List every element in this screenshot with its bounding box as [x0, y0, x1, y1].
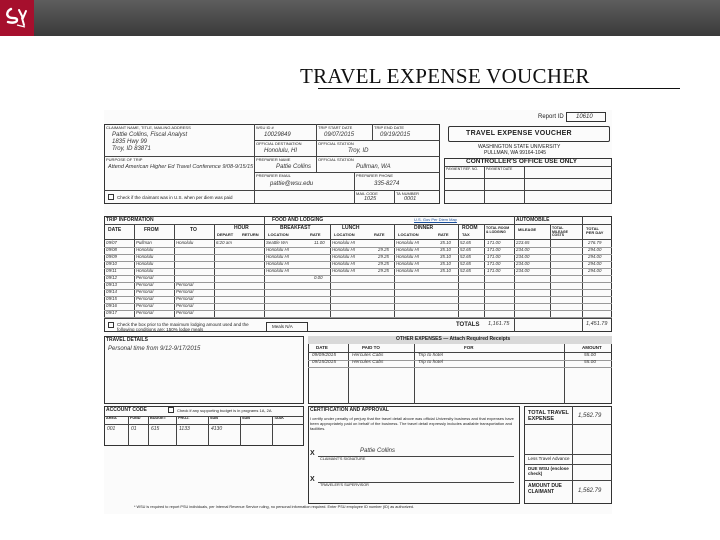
trip-cell-l-loc: Honolulu HI — [332, 247, 355, 252]
claimant-address-2: Troy, ID 83871 — [112, 146, 151, 152]
official-station-value: Pullman, WA — [356, 164, 391, 170]
trip-cell-total: 234.00 — [516, 268, 530, 273]
other-rows — [308, 353, 612, 403]
trip-cell-b-rate: 11.00 — [314, 240, 325, 245]
trip-cell-date: 09/16 — [106, 303, 117, 308]
trip-cell-r-rate: 52.65 — [460, 268, 471, 273]
trip-cell-l-loc: Honolulu HI — [332, 268, 355, 273]
trip-cell-from: Honolulu — [136, 254, 154, 259]
trip-cell-total: 234.00 — [516, 254, 530, 259]
table-divider — [104, 224, 612, 225]
trip-cell-from: Personal — [136, 275, 154, 280]
trip-cell-d-rate: 35.10 — [440, 261, 451, 266]
account-divider — [240, 416, 241, 446]
official-station-label-2: OFFICIAL STATION — [318, 157, 354, 162]
col-dinner-location: LOCATION — [398, 232, 419, 237]
trip-cell-date: 09/15 — [106, 296, 117, 301]
trip-cell-per-day: 276.79 — [588, 240, 602, 245]
trip-cell-l-rate: 29.25 — [378, 261, 389, 266]
summary-divider — [524, 424, 612, 425]
trip-cell-tax: 171.00 — [487, 247, 501, 252]
col-date: DATE — [108, 227, 122, 233]
other-col-paid-to: PAID TO — [362, 345, 380, 350]
trip-start-value: 09/07/2015 — [324, 132, 355, 138]
totals-room-value: 1,161.75 — [488, 321, 510, 327]
amount-due-value: 1,562.79 — [578, 488, 602, 494]
summary-divider — [524, 480, 612, 481]
footnote: * WSU is required to report PSU individuals, per Internal Revenue Service ruling, no personal information required. Enter PSU employee ID number (ID) as authorized. — [134, 505, 415, 509]
sign-x-mark-2: X — [310, 476, 315, 483]
meals-na-label: Meals N/A — [272, 324, 293, 329]
claimant-label: CLAIMANT NAME, TITLE, MAILING ADDRESS — [106, 125, 191, 130]
report-id-label: Report ID — [538, 114, 564, 120]
less-advance-label: Less Travel Advance — [528, 456, 570, 461]
col-return: RETURN — [242, 232, 259, 237]
university-name: WASHINGTON STATE UNIVERSITY — [478, 144, 561, 150]
other-cell-for: Trip to hotel — [418, 360, 443, 365]
cougar-logo-icon — [5, 5, 29, 31]
account-divider — [104, 424, 304, 425]
trip-cell-l-rate: 29.25 — [378, 268, 389, 273]
trip-cell-date: 09/09 — [106, 254, 117, 259]
automobile-title: AUTOMOBILE — [516, 217, 550, 223]
trip-cell-date: 09/17 — [106, 310, 117, 315]
summary-divider — [524, 454, 612, 455]
totals-label: TOTALS — [456, 322, 480, 328]
account-col-value: 01 — [131, 426, 137, 432]
trip-cell-l-rate: 29.25 — [378, 254, 389, 259]
claimant-address-1: 1835 Hwy 99 — [112, 139, 148, 145]
trip-cell-l-loc: Honolulu HI — [332, 254, 355, 259]
account-divider — [208, 416, 209, 446]
in-us-checkbox-label: Check if the claimant was in U.S. when per diem was paid — [117, 195, 233, 200]
trip-cell-from: Honolulu — [136, 247, 154, 252]
summary-divider — [524, 464, 612, 465]
col-room-rate: RATE — [438, 232, 449, 237]
slide-title: TRAVEL EXPENSE VOUCHER — [300, 64, 590, 88]
other-cell-paid-to: Hercules Cabs — [352, 360, 384, 365]
trip-cell-r-rate: 52.65 — [460, 240, 471, 245]
col-breakfast: BREAKFAST — [280, 225, 311, 231]
header-divider — [254, 124, 255, 204]
other-cell-date: 09/15/2015 — [312, 360, 337, 365]
lodging-note: Check the box prior to the maximum lodging amount used and the following conditions are: 150% lodge meals — [117, 322, 249, 333]
trip-cell-from: Personal — [136, 310, 154, 315]
other-cell-amount: 55.00 — [584, 360, 597, 365]
header-divider — [104, 190, 254, 191]
col-total-mileage: TOTAL MILEAGE COSTS — [552, 226, 568, 237]
trip-cell-to: Personal — [176, 310, 194, 315]
sign-x-mark: X — [310, 450, 315, 457]
totals-per-day-value: 1,451.79 — [586, 321, 608, 327]
account-divider — [176, 416, 177, 446]
trip-cell-tax: 171.00 — [487, 254, 501, 259]
col-from: FROM — [144, 227, 159, 233]
trip-cell-d-loc: Honolulu HI — [396, 261, 419, 266]
trip-cell-r-rate: 52.65 — [460, 254, 471, 259]
trip-cell-d-rate: 35.10 — [440, 254, 451, 259]
account-divider — [272, 416, 273, 446]
col-tax: TAX — [462, 232, 470, 237]
trip-cell-per-day: 294.00 — [588, 247, 602, 252]
wsu-id-value: 10029849 — [264, 132, 291, 138]
ta-number-value: 0001 — [404, 196, 417, 202]
header-divider — [394, 190, 395, 204]
trip-cell-d-rate: 35.10 — [440, 240, 451, 245]
col-lunch: LUNCH — [342, 225, 360, 231]
county-value: Troy, ID — [348, 148, 369, 154]
ta-number-label: TA NUMBER — [396, 191, 420, 196]
trip-cell-b-loc: Honolulu HI — [266, 261, 289, 266]
trip-end-value: 09/19/2015 — [380, 132, 411, 138]
col-to: TO — [190, 227, 197, 233]
preparer-name-label: PREPARER NAME — [256, 157, 291, 162]
col-hour: HOUR — [234, 225, 249, 231]
trip-cell-date: 09/07 — [106, 240, 117, 245]
trip-cell-l-loc: Honolulu HI — [332, 240, 355, 245]
trip-cell-b-loc: Seattle WA — [266, 240, 288, 245]
other-cell-amount: 55.00 — [584, 353, 597, 358]
trip-end-label: TRIP END DATE — [374, 125, 405, 130]
trip-info-title: TRIP INFORMATION — [106, 217, 154, 223]
purpose-label: PURPOSE OF TRIP — [106, 157, 143, 162]
header-divider — [354, 172, 355, 204]
trip-cell-from: Personal — [136, 296, 154, 301]
trip-cell-b-loc: Honolulu HI — [266, 254, 289, 259]
col-breakfast-location: LOCATION — [268, 232, 289, 237]
col-dinner: DINNER — [414, 225, 434, 231]
other-cell-paid-to: Hercules Cabs — [352, 353, 384, 358]
trip-cell-to: Personal — [176, 296, 194, 301]
total-travel-label: TOTAL TRAVEL EXPENSE — [528, 410, 569, 423]
trip-cell-to: Personal — [176, 289, 194, 294]
account-col-value: 4130 — [211, 426, 223, 432]
trip-cell-d-loc: Honolulu HI — [396, 247, 419, 252]
trip-cell-from: Pullman — [136, 240, 152, 245]
account-col-header: TASK — [274, 416, 285, 420]
other-col-date: DATE — [316, 345, 328, 350]
account-col-value: 615 — [151, 426, 160, 432]
trip-cell-b-loc: Honolulu HI — [266, 247, 289, 252]
col-total-per-day: TOTAL PER DAY — [586, 226, 604, 235]
mail-code-value: 1025 — [364, 196, 377, 202]
trip-cell-per-day: 294.00 — [588, 254, 602, 259]
other-expenses-title: OTHER EXPENSES — Attach Required Receipts — [396, 336, 511, 342]
destination-value: Honolulu, HI — [264, 148, 298, 154]
certification-title: CERTIFICATION AND APPROVAL — [310, 407, 389, 413]
header-divider — [372, 124, 373, 140]
payment-date-label: PAYMENT DATE — [486, 167, 513, 171]
account-col-header: PROJ. — [178, 416, 190, 420]
account-col-header: FUND — [130, 416, 141, 420]
trip-cell-date: 09/14 — [106, 289, 117, 294]
controller-divider — [484, 166, 485, 204]
trip-cell-d-loc: Honolulu HI — [396, 268, 419, 273]
payment-ref-label: PAYMENT REF. NO. — [446, 167, 479, 171]
food-lodging-title: FOOD AND LODGING — [272, 217, 324, 223]
col-breakfast-rate: RATE — [310, 232, 321, 237]
trip-rows — [104, 240, 612, 318]
account-divider — [148, 416, 149, 446]
trip-cell-l-rate: 29.25 — [378, 247, 389, 252]
university-city: PULLMAN, WA 99164-1045 — [484, 150, 547, 156]
budget-checkbox-label: Check if any supporting budget is in programs 1A, 2A — [177, 408, 272, 413]
trip-cell-from: Personal — [136, 282, 154, 287]
trip-cell-tax: 171.00 — [487, 261, 501, 266]
trip-cell-depart: 6:20 am — [216, 240, 232, 245]
wsu-id-label: WSU ID # — [256, 125, 274, 130]
trip-cell-total: 234.00 — [516, 247, 530, 252]
col-lunch-rate: RATE — [374, 232, 385, 237]
header-divider — [316, 124, 317, 172]
trip-cell-b-rate: 0.00 — [314, 275, 323, 280]
preparer-phone-label: PREPARER PHONE — [356, 173, 394, 178]
other-col-amount: AMOUNT — [582, 345, 602, 350]
report-id-value: 10610 — [576, 114, 593, 120]
trip-cell-from: Honolulu — [136, 261, 154, 266]
trip-cell-from: Personal — [136, 303, 154, 308]
trip-cell-l-loc: Honolulu HI — [332, 261, 355, 266]
travel-details-title: TRAVEL DETAILS — [106, 337, 148, 343]
budget-checkbox[interactable] — [168, 407, 174, 413]
top-banner — [0, 0, 720, 36]
controller-divider — [524, 166, 525, 204]
account-divider — [104, 416, 304, 417]
purpose-value: Attend American Higher Ed Travel Conference 9/08-9/15/15 — [108, 164, 254, 170]
trip-cell-per-day: 294.00 — [588, 261, 602, 266]
trip-cell-r-rate: 52.65 — [460, 247, 471, 252]
col-total-room: TOTAL ROOM & LODGING — [486, 226, 510, 234]
per-diem-map-link[interactable]: U.S. Gov Per Diem Map — [414, 217, 457, 222]
controller-divider — [444, 178, 612, 179]
trip-cell-tax: 171.00 — [487, 268, 501, 273]
trip-cell-tax: 171.00 — [487, 240, 501, 245]
trip-cell-total: 223.65 — [516, 240, 530, 245]
trip-cell-r-rate: 52.65 — [460, 261, 471, 266]
preparer-phone-value: 335-8274 — [374, 181, 400, 187]
total-travel-value: 1,562.79 — [578, 413, 602, 419]
trip-cell-d-rate: 35.10 — [440, 247, 451, 252]
other-col-for: FOR — [464, 345, 474, 350]
trip-cell-date: 09/12 — [106, 275, 117, 280]
trip-cell-date: 09/11 — [106, 268, 117, 273]
account-grid — [104, 416, 304, 446]
controller-divider — [444, 190, 612, 191]
trip-cell-from: Honolulu — [136, 268, 154, 273]
trip-cell-d-rate: 35.10 — [440, 268, 451, 273]
traveler-signature: Pattie Collins — [360, 448, 396, 454]
lodging-checkbox[interactable] — [108, 322, 114, 328]
certification-text: I certify under penalty of perjury that the travel detail above was official University business and that expenses have been appropriately paid on behalf of the business. The travel detail expressly includes available transportation and facilities. — [310, 416, 514, 431]
trip-cell-total: 234.00 — [516, 261, 530, 266]
voucher-document — [104, 110, 612, 514]
trip-cell-date: 09/08 — [106, 247, 117, 252]
col-lunch-location: LOCATION — [334, 232, 355, 237]
due-wsu-label: DUE WSU (enclose check) — [528, 466, 569, 476]
account-col-header: SUB — [210, 416, 219, 420]
trip-start-label: TRIP START DATE — [318, 125, 353, 130]
trip-cell-from: Personal — [136, 289, 154, 294]
official-destination-label: OFFICIAL DESTINATION — [256, 141, 302, 146]
trip-cell-d-loc: Honolulu HI — [396, 240, 419, 245]
trip-cell-d-loc: Honolulu HI — [396, 254, 419, 259]
title-underline — [318, 88, 680, 89]
account-divider — [128, 416, 129, 446]
trip-cell-to: Personal — [176, 303, 194, 308]
trip-cell-to: Personal — [176, 282, 194, 287]
other-cell-for: Trip to hotel — [418, 353, 443, 358]
col-mileage: MILEAGE — [518, 227, 537, 232]
account-code-title: ACCOUNT CODE — [106, 407, 147, 413]
in-us-checkbox[interactable] — [108, 194, 114, 200]
trip-cell-date: 09/13 — [106, 282, 117, 287]
account-col-header: BUDGET — [150, 416, 167, 420]
claimant-signature-label: CLAIMANT'S SIGNATURE — [320, 457, 366, 461]
preparer-email-label: PREPARER EMAIL — [256, 173, 291, 178]
travel-details-text: Personal time from 9/12-9/17/2015 — [108, 346, 201, 352]
university-logo — [0, 0, 34, 36]
trip-cell-per-day: 294.00 — [588, 268, 602, 273]
account-col-header: SUB — [242, 416, 251, 420]
account-col-value: 1133 — [179, 426, 190, 432]
account-col-value: 001 — [107, 426, 116, 432]
claimant-name: Pattie Collins, Fiscal Analyst — [112, 132, 188, 138]
voucher-title: TRAVEL EXPENSE VOUCHER — [466, 130, 572, 137]
preparer-email-value: pattie@wsu.edu — [270, 181, 314, 187]
mail-code-label: MAIL CODE — [356, 191, 378, 196]
other-cell-date: 09/09/2015 — [312, 353, 337, 358]
trip-cell-date: 09/10 — [106, 261, 117, 266]
preparer-name-value: Pattie Collins — [276, 164, 312, 170]
supervisor-signature-label: TRAVELER'S SUPERVISOR — [320, 483, 369, 487]
table-divider — [104, 318, 612, 319]
account-col-header: AREA — [106, 416, 117, 420]
official-station-label: OFFICIAL STATION — [318, 141, 354, 146]
summary-divider — [572, 406, 573, 504]
trip-cell-b-loc: Honolulu HI — [266, 268, 289, 273]
trip-cell-to: Honolulu — [176, 240, 194, 245]
col-depart: DEPART — [217, 232, 234, 237]
col-room: ROOM — [462, 225, 478, 231]
amount-due-label: AMOUNT DUE CLAIMANT — [528, 483, 562, 495]
controller-title: CONTROLLER'S OFFICE USE ONLY — [466, 158, 578, 165]
